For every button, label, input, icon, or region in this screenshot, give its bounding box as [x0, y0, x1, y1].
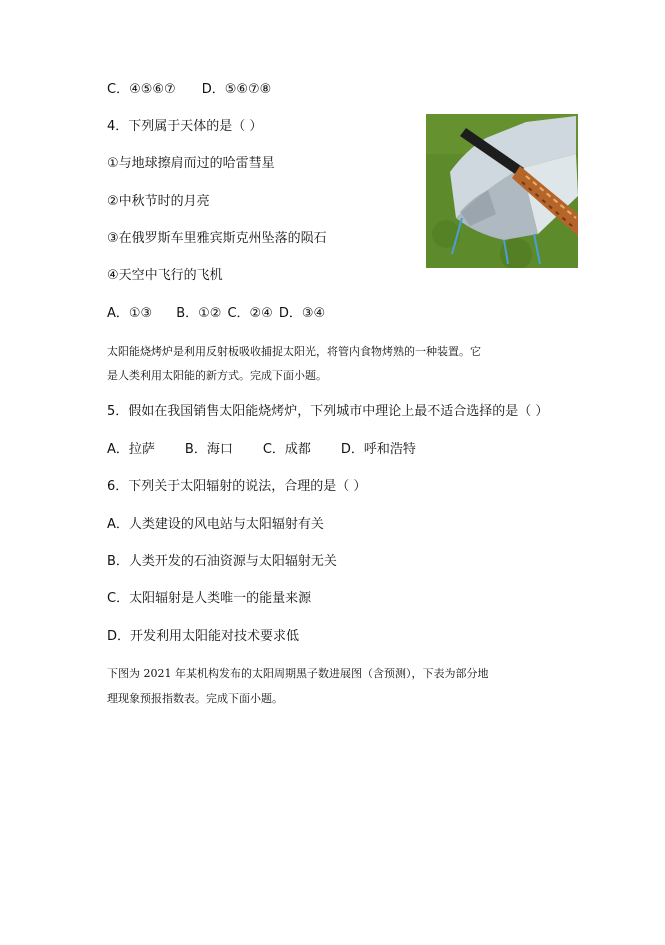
q5-stem: 5．假如在我国销售太阳能烧烤炉，下列城市中理论上最不适合选择的是（ ）: [107, 404, 549, 419]
context1-line2: 是人类利用太阳能的新方式。完成下面小题。: [107, 369, 327, 382]
context1-line1: 太阳能烧烤炉是利用反射板吸收捕捉太阳光，将管内食物烤熟的一种装置。它: [107, 345, 481, 358]
q4-option-a: A．①③: [107, 306, 153, 321]
q4-item-2: ②中秋节时的月亮: [107, 194, 210, 209]
q4-item-4: ④天空中飞行的飞机: [107, 268, 223, 283]
q4-item-3: ③在俄罗斯车里雅宾斯克州坠落的陨石: [107, 231, 327, 246]
q6-stem: 6．下列关于太阳辐射的说法，合理的是（ ）: [107, 479, 367, 494]
q5-options: [107, 441, 416, 459]
q4-option-b: B．①②: [176, 306, 222, 321]
q3-option-c: C．④⑤⑥⑦: [107, 82, 176, 97]
context2-line2: 理现象预报指数表。完成下面小题。: [107, 692, 283, 705]
q3-option-d: D．⑤⑥⑦⑧: [201, 82, 272, 97]
q5-option-a: A．拉萨: [107, 442, 155, 457]
q4-options: [107, 305, 325, 323]
solar-oven-illustration: [426, 114, 578, 268]
q6-option-c: C．太阳辐射是人类唯一的能量来源: [107, 591, 312, 606]
q5-option-b: B．海口: [184, 442, 233, 457]
solar-oven-photo: [426, 114, 578, 268]
q6-option-b: B．人类开发的石油资源与太阳辐射无关: [107, 554, 337, 569]
q5-option-d: D．呼和浩特: [340, 442, 416, 457]
q6-option-d: D．开发利用太阳能对技术要求低: [107, 629, 300, 644]
context2-line1: 下图为 2021 年某机构发布的太阳周期黑子数进展图（含预测），下表为部分地: [107, 667, 489, 680]
q3-options: [107, 81, 271, 99]
q4-option-c: C．②④: [227, 306, 273, 321]
q4-option-d: D．③④: [278, 306, 326, 321]
q4-item-1: ①与地球擦肩而过的哈雷彗星: [107, 156, 275, 171]
q5-option-c: C．成都: [262, 442, 311, 457]
q4-stem: 4．下列属于天体的是（ ）: [107, 119, 263, 134]
q6-option-a: A．人类建设的风电站与太阳辐射有关: [107, 517, 324, 532]
